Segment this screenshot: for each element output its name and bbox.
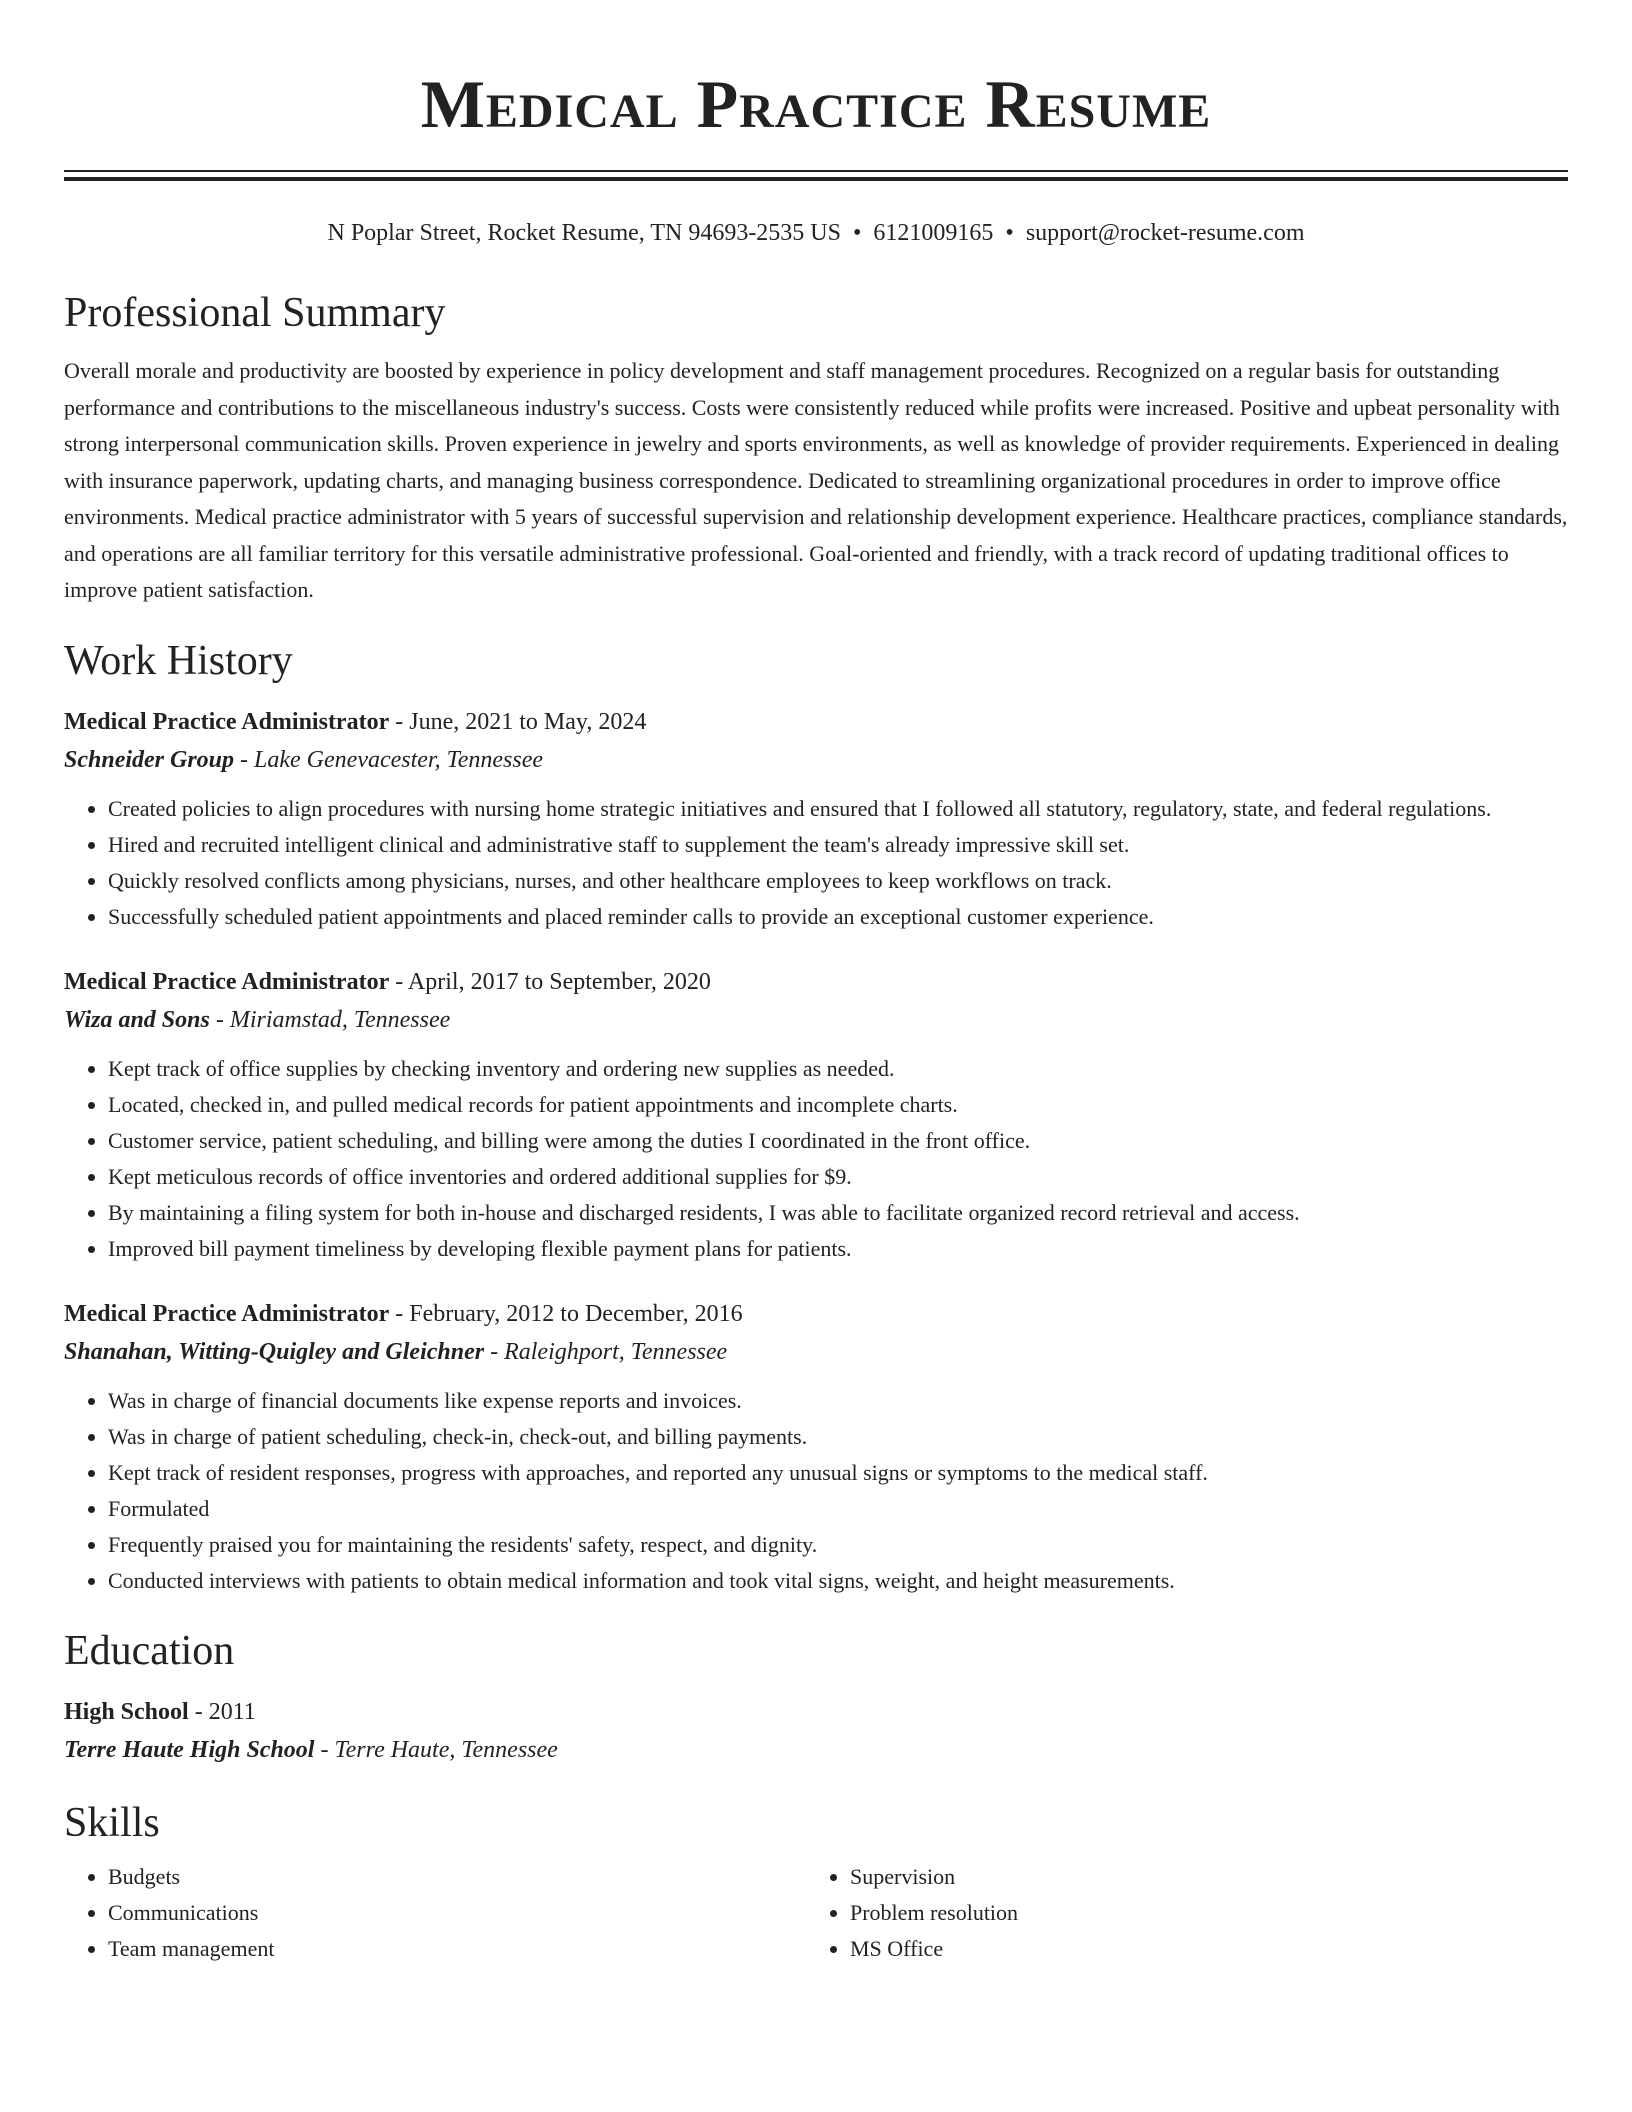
job-company: Wiza and Sons: [64, 1006, 210, 1033]
job-dates: - April, 2017 to September, 2020: [389, 968, 711, 995]
skill-item: • Problem resolution: [850, 1895, 1548, 1931]
list-item: • Kept track of office supplies by checking inventory and ordering new supplies as needed.: [108, 1051, 1568, 1087]
summary-text: Overall morale and productivity are boosted by experience in policy development and staff management procedures. Recognized on a regular basis for outstanding performance and contributions to the miscellaneous industry's success. Costs were consistently reduced while profits were increased. Positive and upbeat personality with strong interpersonal communication skills. Proven experience in jewelry and sports environments, as well as knowledge of provider requirements. Experienced in dealing with insurance paperwork, updating charts, and managing business correspondence. Dedicated to streamlining organizational procedures in order to improve office environments. Medical practice administrator with 5 years of successful supervision and relationship development experience. Healthcare practices, compliance standards, and operations are all familiar territory for this versatile administrative professional. Goal-oriented and friendly, with a track record of updating traditional offices to improve patient satisfaction.: [64, 358, 1568, 602]
list-item: • Was in charge of financial documents like expense reports and invoices.: [108, 1383, 1568, 1419]
job-company-line: [64, 741, 1568, 779]
job-title: Medical Practice Administrator: [64, 708, 390, 735]
job-location: - Miriamstad, Tennessee: [209, 1006, 451, 1033]
list-item: • Successfully scheduled patient appointments and placed reminder calls to provide an exceptional customer experience.: [108, 899, 1568, 935]
list-item: • Formulated: [108, 1491, 1568, 1527]
skill-item: • Budgets: [108, 1859, 806, 1895]
education-year: - 2011: [188, 1698, 256, 1725]
list-item: • Quickly resolved conflicts among physicians, nurses, and other healthcare employees to keep workflows on track.: [108, 863, 1568, 899]
contact-separator: •: [853, 220, 862, 246]
job-company-line: [64, 1001, 1568, 1039]
job-duties-list: [64, 1051, 1568, 1267]
education-degree-line: [64, 1693, 1568, 1731]
list-item: • Kept meticulous records of office inventories and ordered additional supplies for $9.: [108, 1159, 1568, 1195]
job-title: Medical Practice Administrator: [64, 968, 390, 995]
job-dates: - June, 2021 to May, 2024: [389, 708, 647, 735]
education-school-line: [64, 1731, 1568, 1769]
job-duties-list: [64, 791, 1568, 935]
job-entry: [64, 963, 1568, 1267]
summary-heading: Professional Summary: [64, 290, 446, 336]
job-company: Shanahan, Witting-Quigley and Gleichner: [64, 1338, 485, 1365]
education-heading: Education: [64, 1627, 235, 1674]
skill-item: • MS Office: [850, 1931, 1548, 1967]
job-company: Schneider Group: [64, 746, 235, 773]
job-location: - Lake Genevacester, Tennessee: [234, 746, 544, 773]
skills-columns: [64, 1859, 1568, 1967]
list-item: • Hired and recruited intelligent clinical and administrative staff to supplement the team's already impressive skill set.: [108, 827, 1568, 863]
education-degree: High School: [64, 1698, 189, 1725]
page-title: Medical Practice Resume: [420, 66, 1212, 142]
list-item: • Created policies to align procedures with nursing home strategic initiatives and ensured that I followed all statutory, regulatory, state, and federal regulations.: [108, 791, 1568, 827]
contact-line: [64, 217, 1568, 249]
job-title-line: [64, 703, 1568, 741]
job-duties-list: [64, 1383, 1568, 1599]
contact-phone: 6121009165: [873, 220, 994, 246]
skill-item: • Team management: [108, 1931, 806, 1967]
list-item: • Customer service, patient scheduling, and billing were among the duties I coordinated in the front office.: [108, 1123, 1568, 1159]
skill-item: • Supervision: [850, 1859, 1548, 1895]
title-divider: [64, 170, 1568, 181]
job-title: Medical Practice Administrator: [64, 1300, 390, 1327]
list-item: • Kept track of resident responses, progress with approaches, and reported any unusual signs or symptoms to the medical staff.: [108, 1455, 1568, 1491]
list-item: • Improved bill payment timeliness by developing flexible payment plans for patients.: [108, 1231, 1568, 1267]
job-location: - Raleighport, Tennessee: [484, 1338, 728, 1365]
job-title-line: [64, 1295, 1568, 1333]
list-item: • Conducted interviews with patients to obtain medical information and took vital signs, weight, and height measurements.: [108, 1563, 1568, 1599]
education-location: - Terre Haute, Tennessee: [314, 1736, 558, 1763]
list-item: • Was in charge of patient scheduling, check-in, check-out, and billing payments.: [108, 1419, 1568, 1455]
skills-list-right: [806, 1859, 1548, 1967]
list-item: • By maintaining a filing system for both in-house and discharged residents, I was able to facilitate organized record retrieval and access.: [108, 1195, 1568, 1231]
job-dates: - February, 2012 to December, 2016: [389, 1300, 743, 1327]
contact-address: N Poplar Street, Rocket Resume, TN 94693-2535 US: [327, 220, 841, 246]
skills-heading: Skills: [64, 1799, 160, 1846]
job-entry: [64, 703, 1568, 935]
contact-email: support@rocket-resume.com: [1025, 220, 1305, 246]
education-entry: [64, 1693, 1568, 1769]
contact-separator: •: [1005, 220, 1014, 246]
list-item: • Located, checked in, and pulled medical records for patient appointments and incomplete charts.: [108, 1087, 1568, 1123]
education-school: Terre Haute High School: [64, 1736, 315, 1763]
job-title-line: [64, 963, 1568, 1001]
work-history-heading: Work History: [64, 637, 293, 684]
skills-list-left: [64, 1859, 806, 1967]
job-entry: [64, 1295, 1568, 1599]
job-company-line: [64, 1333, 1568, 1371]
list-item: • Frequently praised you for maintaining the residents' safety, respect, and dignity.: [108, 1527, 1568, 1563]
skill-item: • Communications: [108, 1895, 806, 1931]
